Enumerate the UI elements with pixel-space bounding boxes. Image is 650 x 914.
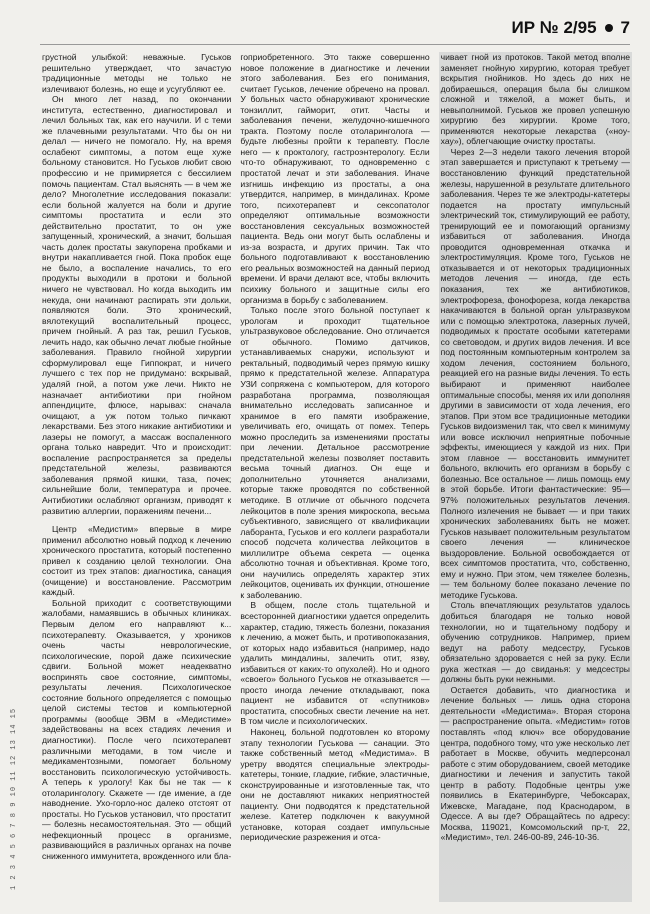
bullet-icon	[605, 24, 613, 32]
paragraph: Столь впечатляющих результатов удалось добиться благодаря не только новой технологии, но и тщательному подбору и обучению сотрудников. Например, прием ведут на работу медсестру, Гуськов обязательно здоровается с ней за руку. Если рука жесткая — до свиданья: у медсестры должны быть руки нежными.	[440, 600, 630, 685]
header-rule	[40, 44, 630, 45]
paragraph: Через 2—3 недели такого лечения второй этап завершается и приступают к третьему — восстановлению функций предстательной железы, нарушенной в результате длительного заболевания. Через те же электроды-катетеры подается на простату импульсный электрический ток, стимулирующий ее работу, тренирующий ее и помогающий организму избавиться от заболевания. Иногда проводится одновременная откачка и электростимуляция. Кроме того, Гуськов не отказывается и от некоторых традиционных методов лечения — иногда, где есть показания, тех же антибиотиков, электрофореза, фонофореза, когда лекарства накачиваются в больной орган ультразвуком или с помощью электротока, лазерных лучей, подводимых к простате особыми катетерами со световодом, и других видов лечения. И все под постоянным компьютерным контролем за ходом лечения, состоянием больного, реакцией его на разные виды лечения. То есть выбирают и применяют наиболее оптимальные способы, меняя их или дополняя другими в зависимости от хода лечения, его этапов. При этом все традиционные методики Гуськов видоизменил так, что свел к минимуму или вовсе исключил неприятные побочные эффекты, имеющиеся у каждой из них. При этом главное — восстановить иммунитет больного, включить его организм в борьбу с болезнью. Все остальное — лишь помощь ему в этой борьбе. Итоги фантастические: 95—97% положительных результатов лечения. Полного излечения не бывает — и при таких хронических заболеваниях быть не может. Гуськов называет положительным результатом своего лечения — клиническое выздоровление. Больной освобождается от всех симптомов простатита, что, собственно, ему и нужно. При этом, чем тяжелее болезнь, — тем больному более показано лечение по методике Гуськова.	[440, 146, 630, 600]
paragraph: Остается добавить, что диагностика и лечение больных — лишь одна сторона деятельности «Медистима». Вторая сторона — распространение опыта. «Медистим» готов поставлять «под ключ» все оборудование центра, подобного тому, что уже несколько лет работает в Москве, обучить медперсонал работе с этим оборудованием, своей методике диагностики и лечения и запустить такой центр в работу. Подобные центры уже появились в Екатеринбурге, Чебоксарах, Ижевске, Магадане, под Краснодаром, в Одессе. А вы где? Обращайтесь по адресу: Москва, 119021, Комсомольский пр-т, 22, «Медистим», тел. 246-00-89, 246-10-36.	[440, 684, 630, 843]
paragraph: грустной улыбкой: неважные. Гуськов решительно утверждает, что зачастую традиционные методы не только не излечивают болезнь, но еще и усугубляют ее.	[42, 52, 232, 94]
paragraph: чивает гной из протоков. Такой метод вполне заменяет гнойную хирургию, которая требует вскрытия гнойников. Но здесь до них не добираешься, операция была бы слишком сложной и тяжелой, а может быть, и невыполнимой. Гуськов же провел успешную хирургию без хирургии. Кроме того, применяются некоторые лекарства («ноу-хау»), облегчающие очистку простаты.	[440, 52, 630, 147]
article-columns	[42, 52, 632, 902]
issue-label: ИР № 2/95	[511, 18, 597, 37]
page-number: 7	[620, 18, 630, 37]
paragraph: гоприобретенного. Это также совершенно новое положение в диагностике и лечении этого заболевания. Без его понимания, считает Гуськов, лечение обречено на провал. У больных часто обнаруживают хронические тонзиллит, гайморит, отит. Часты и заболевания печени, желудочно-кишечного тракта. Поэтому после отоларинголога — будьте любезны пройти к терапевту. После него — к проктологу, гастроэнтерологу. Если что-то обнаруживают, то одновременно с простатой лечат и эти заболевания. Иначе изгнишь инфекцию из простаты, а она утвердится, например, в миндалинах. Кроме того, психотерапевт и сексопатолог определяют оптимальные возможности восстановления сексуальных возможностей пациента. Ведь они могут быть ослаблены и из-за возраста, и других причин. Так что больного подготавливают к восстановлению его реальных возможностей на данный период времени. И врачи делают все, чтобы включить психику больного и защитные силы его организма в борьбу с заболеванием.	[240, 52, 430, 305]
paragraph: Только после этого больной поступает к урологам и проходит тщательное ультразвуковое обследование. Оно отличается от обычного. Помимо датчиков, устанавливаемых снаружи, используют и ректальный, подводимый через прямую кишку прямо к предстательной железе. Аппаратура УЗИ сопряжена с компьютером, для которого разработана программа, позволяющая внимательно исследовать записанное и хранимое в его памяти изображение, увеличивать его, очищать от помех. Теперь можно проследить за изменениями простаты при лечении. Детальное рассмотрение предстательной железы позволяет поставить весьма точный диагноз. Он еще и дополнительно уточняется анализами, которые также проводятся по собственной методике. В отличие от обычного подсчета лейкоцитов в поле зрения микроскопа, весьма субъективного, зависящего от квалификации лаборанта, Гуськов и его коллеги разработали способ подсчета количества лейкоцитов в миллилитре объема секрета — оценка абсолютно точная и объективная. Кроме того, они научились определять характер этих лейкоцитов, оценивать их функции, отношение к заболеванию.	[240, 305, 430, 600]
article-column-3	[439, 52, 632, 902]
article-column-1	[42, 52, 231, 902]
paragraph: Больной приходит с соответствующими жалобами, намаявшись в обычных клиниках. Первым делом его направляют к... психотерапевту. Оказывается, у хроников очень часты неврологические, психологические, порой даже психические сдвиги. Больной может неадекватно воспринять свое состояние, симптомы, результаты лечения. Психологическое состояние больного определяется с помощью целой системы тестов и компьютерной программы (вообще ЭВМ в «Медистиме» задействованы на всех стадиях лечения и диагностики). После чего психотерапевт различными методами, в том числе и медикаментозными, помогает больному восстановить психологическую устойчивость. А теперь к урологу! Как бы не так — к отоларингологу. Скажете — где имение, а где наводнение. Ухо-горло-нос далеко отстоят от простаты. Но Гуськов установил, что простатит — болезнь несамостоятельная. Это — общий нефекционный процесс в организме, развивающийся в различных органах на почве сниженного иммунитета, врожденного или бла-	[42, 597, 232, 862]
margin-strip: 1 2 3 4 5 6 7 8 9 10 11 12 13 14 15	[10, 707, 18, 890]
paragraph: Центр «Медистим» впервые в мире применил абсолютно новый подход к лечению хронического простатита, который постепенно привел к созданию целой технологии. Она состоит из трех этапов: диагностика, санация (очищение) и восстановление. Рассмотрим каждый.	[42, 524, 232, 598]
page-header	[511, 18, 630, 38]
paragraph: В общем, после столь тщательной и всесторонней диагностики удается определить характер, стадию, тяжесть болезни, показания к лечению, а может быть, и противопоказания, от которых надо избавиться (например, надо удалить миндалины, залечить отит, язву, избавиться от каких-то опухолей). Но и одного «своего» больного Гуськов не отказывается — просто иногда лечение откладывают, пока пациент не избавится от «спутников» простатита, способных свести лечение на нет. В том числе и психологических.	[240, 600, 430, 727]
paragraph: Он много лет назад, по окончании института, естественно, диагностировал и лечил больных так, как его научили. И с теми же плачевными результатами. Что бы он ни делал — ничего не помогало. Ну, на время ослабеют симптомы, а потом еще хуже больному становится. Но Гуськов любит свою профессию и не примиряется с бессилием помочь пациентам. Стал выяснять — в чем же дело? Многолетние исследования показали: если больной жалуется на боли и другие симптомы простатита и если это действительно простатит, то он уже запущенный, хронический, а значит, большая часть долек простаты закупорена пробками и внутри накапливается гной. Пока пробок еще не было, а воспаление начались, то его продукты выходили в протоки и больной ничего не чувствовал. Но когда выходить им некуда, они начинают распирать эти дольки, появляются боли. Это хронический, вялотекущий воспалительный процесс, причем гнойный. А раз так, решил Гуськов, лечить надо, как обычно лечат любые гнойные заболевания. Правило гнойной хирургии сформулировал еще Гиппократ, и ничего лучшего с тех пор не придумано: вскрывай, удаляй гной, а потом уже лечи. Никто не назначает антибиотики при гнойном аппендиците, флюсе, нарывах: сначала очищают, а уж потом только пичкают лекарствами. Без этого никакие антибиотики и лазеры не помогут, а массаж воспаленного органа только навредит. Что и происходит: воспаление распространяется за пределы предстательной железы, развиваются заболевания прямой кишки, таза, почек; сильнейшие боли, температура и прочее. Антибиотики ослабляют организм, приводят к развитию аллергии, поражениям печени...	[42, 94, 232, 516]
paragraph: Наконец, больной подготовлен ко второму этапу технологии Гуськова — санации. Это также собственный метод «Медистима». В уретру вводятся специальные электроды-катетеры, тонкие, гладкие, гибкие, эластичные, сконструированные и изготовленные так, что они не доставляют никаких неприятностей пациенту. Они подводятся к предстательной железе. Катетер подключен к вакуумной установке, которая создает импульсные периодические разрежения и отса-	[240, 727, 430, 843]
article-column-2	[240, 52, 429, 902]
